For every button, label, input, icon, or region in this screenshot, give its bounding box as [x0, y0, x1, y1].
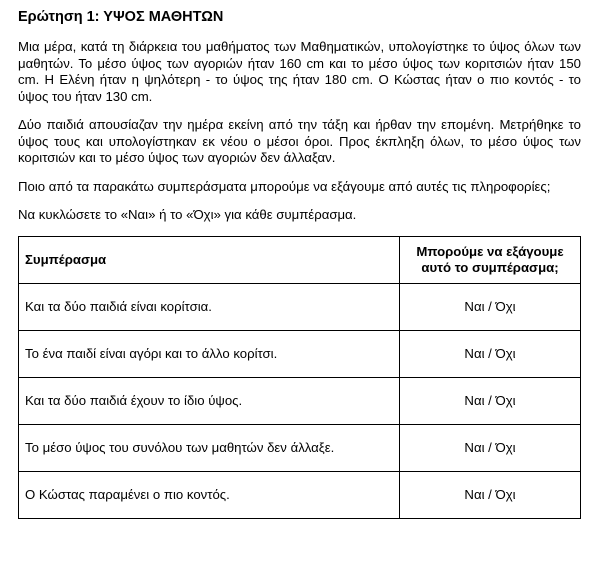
table-row	[19, 377, 581, 424]
question-prompt: Ποιο από τα παρακάτω συμπεράσματα μπορούμε να εξάγουμε από αυτές τις πληροφορίες;	[18, 178, 551, 194]
instruction-text: Να κυκλώσετε το «Ναι» ή το «Όχι» για κάθε συμπέρασμα.	[18, 207, 357, 222]
answer-choice[interactable]: Ναι / Όχι	[400, 377, 581, 424]
conclusions-table	[18, 236, 581, 519]
table-row	[19, 330, 581, 377]
scenario-paragraph: Μια μέρα, κατά τη διάρκεια του μαθήματος των Μαθηματικών, υπολογίστηκε το ύψος όλων των μαθητών. Το μέσο ύψος των αγοριών ήταν 160 cm και το μέσο ύψος των κοριτσιών ήταν 150 cm. Η Ελένη ήταν η ψηλότερη - το ύψος της ήταν 180 cm. Ο Κώστας ήταν ο πιο κοντός - το ύψος του ήταν 130 cm.	[18, 39, 581, 104]
answer-choice[interactable]: Ναι / Όχι	[400, 330, 581, 377]
answer-choice[interactable]: Ναι / Όχι	[400, 283, 581, 330]
conclusion-cell: Και τα δύο παιδιά έχουν το ίδιο ύψος.	[19, 377, 400, 424]
question-title: Ερώτηση 1: ΥΨΟΣ ΜΑΘΗΤΩΝ	[18, 9, 224, 25]
answer-choice[interactable]: Ναι / Όχι	[400, 471, 581, 518]
table-row	[19, 424, 581, 471]
table-row	[19, 283, 581, 330]
header-answer: Μπορούμε να εξάγουμε αυτό το συμπέρασμα;	[400, 236, 581, 283]
conclusion-cell: Το ένα παιδί είναι αγόρι και το άλλο κορίτσι.	[19, 330, 400, 377]
conclusion-cell: Το μέσο ύψος του συνόλου των μαθητών δεν άλλαξε.	[19, 424, 400, 471]
question-page	[18, 8, 581, 519]
answer-choice[interactable]: Ναι / Όχι	[400, 424, 581, 471]
followup-paragraph: Δύο παιδιά απουσίαζαν την ημέρα εκείνη από την τάξη και ήρθαν την επομένη. Μετρήθηκε το ύψος τους και υπολογίστηκαν εκ νέου ο μέσοι όροι. Προς έκπληξη όλων, το μέσο ύψος των κοριτσιών και το μέσο ύψος των αγοριών δεν άλλαξαν.	[18, 117, 581, 165]
conclusion-cell: Και τα δύο παιδιά είναι κορίτσια.	[19, 283, 400, 330]
table-row	[19, 471, 581, 518]
header-conclusion: Συμπέρασμα	[19, 236, 400, 283]
table-header-row	[19, 236, 581, 283]
conclusion-cell: Ο Κώστας παραμένει ο πιο κοντός.	[19, 471, 400, 518]
